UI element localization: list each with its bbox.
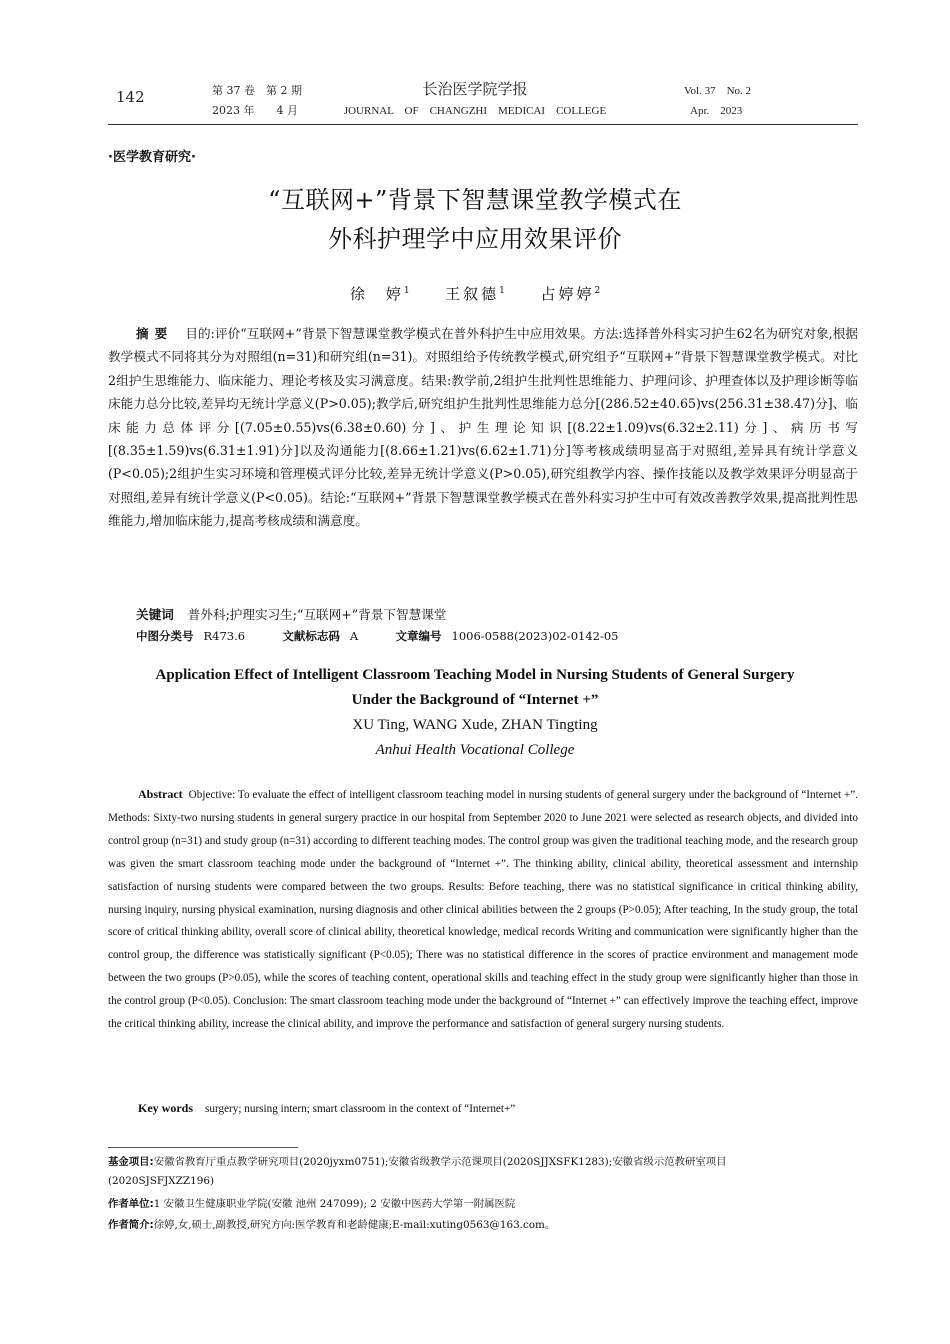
footnote-unit [108,1195,860,1213]
clc-label: 中图分类号 [136,629,194,643]
date-en: Apr. 2023 [690,105,743,117]
footnote-bio [108,1216,860,1234]
page-number: 142 [116,88,145,106]
abstract-cn [108,322,858,533]
date-cn: 2023 年 4 月 [212,104,298,117]
authors-en: XU Ting, WANG Xude, ZHAN Tingting [352,717,598,733]
clc-value: R473.6 [203,629,246,643]
fund-label: 基金项目: [108,1156,154,1168]
doc-code-label: 文献标志码 [282,629,340,643]
fund-text: 安徽省教育厅重点教学研究项目(2020jyxm0751);安徽省级教学示范课项目(2020SJJXSFK1283);安徽省级示范教研室项目 [153,1156,727,1168]
author-3: 占婷婷$^2$ [540,285,601,303]
volume-issue-cn: 第 37 卷 第 2 期 [212,84,302,97]
article-number-label: 文章编号 [395,629,442,643]
title-cn-line1: “互联网+”背景下智慧课堂教学模式在 [268,186,682,214]
volume-en: Vol. 37 No. 2 [684,85,752,97]
title-en-line2: Under the Background of “Internet +” [351,692,599,708]
author-1: 徐 婷$^1$ [349,285,410,303]
keywords-cn [136,604,446,623]
abstract-cn-text: 目的:评价“互联网+”背景下智慧课堂教学模式在普外科护生中应用效果。方法:选择普外科实习护生62名为研究对象,根据教学模式不同将其分为对照组(n=31)和研究组(n=31)。对照组给予传统教学模式,研究组予“互联网+”背景下智慧课堂教学模式。对比2组护生思维能力、临床能力、理论考核及实习满意度。结果:教学前,2组护生批判性思维能力、护理问诊、护理查体以及护理诊断等临床能力总分比较,差异均无统计学意义(P>0.05);教学后,研究组护生批判性思维能力总分[(286.52±40.65)vs(256.31±38.47)分]、临床能力总体评分[(7.05±0.55)vs(6.38±0.60)分]、护生理论知识[(8.22±1.09)vs(6.32±2.11)分]、病历书写[(8.35±1.59)vs(6.31±1.91)分]以及沟通能力[(8.66±1.21)vs(6.62±1.71)分]等考核成绩明显高于对照组,差异具有统计学意义(P<0.05);2组护生实习环境和管理模式评分比较,差异无统计学意义(P>0.05),研究组教学内容、操作技能以及教学效果评分明显高于对照组,差异有统计学意义(P<0.05)。结论:“互联网+”背景下智慧课堂教学模式在普外科实习护生中可有效改善教学效果,提高批判性思维能力,增加临床能力,提高考核成绩和满意度。 [108,326,858,529]
unit-text: 1 安徽卫生健康职业学院(安徽 池州 247099); 2 安徽中医药大学第一附属医院 [153,1198,516,1210]
abstract-en [108,783,858,1036]
doc-code-value: A [349,629,359,643]
footnote-fund [108,1153,860,1171]
footnote-fund-cont: (2020SJSFJXZZ196) [108,1175,214,1187]
title-cn-line2: 外科护理学中应用效果评价 [328,225,622,253]
keywords-en-text: surgery; nursing intern; smart classroom in the context of “Internet+” [205,1103,516,1115]
section-label: ·医学教育研究· [108,150,196,165]
journal-title-en: JOURNAL OF CHANGZHI MEDICAI COLLEGE [343,105,607,117]
footnote-divider [108,1147,298,1148]
article-number-value: 1006-0588(2023)02-0142-05 [451,629,619,643]
affiliation-en: Anhui Health Vocational College [375,742,575,758]
abstract-en-label: Abstract [138,787,183,801]
title-en-line1: Application Effect of Intelligent Classroom Teaching Model in Nursing Students of General Surgery [155,667,795,683]
unit-label: 作者单位: [108,1198,154,1210]
abstract-cn-label: 摘要 [136,326,174,341]
authors-cn [0,283,950,304]
keywords-en-label: Key words [138,1101,193,1115]
keywords-cn-label: 关键词 [136,607,174,622]
keywords-en [138,1101,515,1116]
keywords-cn-text: 普外科;护理实习生;“互联网+”背景下智慧课堂 [187,607,447,622]
abstract-en-text: Objective: To evaluate the effect of intelligent classroom teaching model in nursing students of general surgery under the background of “Internet +”. Methods: Sixty-two nursing students in general surgery practice in our hospital from September 2020 to June 2021 were selected as research objects, and divided into control group (n=31) and study group (n=31) according to different teaching modes. The control group was given the traditional teaching mode, and the research group was given the smart classroom teaching mode under the background of “Internet +”. The thinking ability, clinical ability, theoretical assessment and internship satisfaction of nursing students were compared between the two groups. Results: Before teaching, there was no statistical significance in critical thinking ability, nursing inquiry, nursing physical examination, nursing diagnosis and other clinical abilities between the 2 groups (P>0.05); After teaching, In the study group, the total score of critical thinking ability, overall score of clinical ability, theoretical knowledge, medical records Writing and communication were significantly higher than the control group, the difference was statistically significant (P<0.05); There was no statistical difference in the scores of practice environment and management mode between the two groups (P>0.05), while the scores of teaching content, operational skills and teaching effect in the study group were significantly higher than those in the control group (P<0.05). Conclusion: The smart classroom teaching mode under the background of “Internet +” can effectively improve the teaching effect, improve the critical thinking ability, increase the clinical ability, and improve the performance and satisfaction of general surgery nursing students. [108,789,858,1031]
classification-line [136,628,619,644]
bio-label: 作者简介: [108,1219,154,1231]
journal-title-cn: 长治医学院学报 [422,80,528,98]
header-divider [108,124,858,125]
bio-text: 徐婷,女,硕士,副教授,研究方向:医学教育和老龄健康;E-mail:xuting0563@163.com。 [153,1219,556,1231]
author-2: 王叙德$^1$ [445,285,505,303]
